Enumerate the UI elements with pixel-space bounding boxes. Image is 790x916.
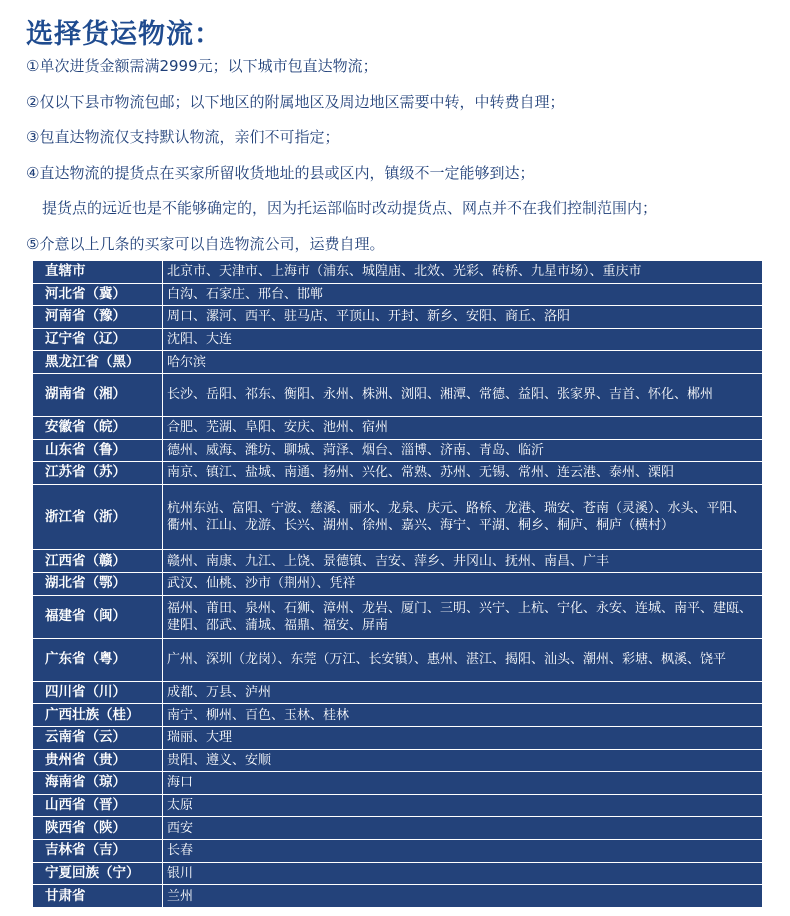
province-cell: 福建省（闽） bbox=[33, 595, 163, 638]
cities-cell: 沈阳、大连 bbox=[163, 328, 763, 351]
table-row bbox=[33, 862, 763, 885]
cities-cell: 南京、镇江、盐城、南通、扬州、兴化、常熟、苏州、无锡、常州、连云港、泰州、溧阳 bbox=[163, 462, 763, 485]
cities-cell: 广州、深圳（龙岗）、东莞（万江、长安镇）、惠州、湛江、揭阳、汕头、潮州、彩塘、枫溪、饶平 bbox=[163, 638, 763, 681]
table-row bbox=[33, 704, 763, 727]
cities-cell: 福州、莆田、泉州、石狮、漳州、龙岩、厦门、三明、兴宁、上杭、宁化、永安、连城、南平、建瓯、建阳、邵武、蒲城、福鼎、福安、屏南 bbox=[163, 595, 763, 638]
province-cell: 贵州省（贵） bbox=[33, 749, 163, 772]
province-cell: 河南省（豫） bbox=[33, 306, 163, 329]
table-row bbox=[33, 283, 763, 306]
cities-cell: 兰州 bbox=[163, 885, 763, 908]
cities-cell: 贵阳、遵义、安顺 bbox=[163, 749, 763, 772]
province-cell: 云南省（云） bbox=[33, 727, 163, 750]
table-row bbox=[33, 373, 763, 416]
cities-cell: 成都、万县、泸州 bbox=[163, 681, 763, 704]
table-row bbox=[33, 885, 763, 908]
cities-cell: 长沙、岳阳、祁东、衡阳、永州、株洲、浏阳、湘潭、常德、益阳、张家界、吉首、怀化、郴州 bbox=[163, 373, 763, 416]
rule-4-continued: 提货点的远近也是不能够确定的，因为托运部临时改动提货点、网点并不在我们控制范围内； bbox=[42, 199, 658, 217]
province-cell: 山东省（鲁） bbox=[33, 439, 163, 462]
province-cell: 广东省（粤） bbox=[33, 638, 163, 681]
table-row bbox=[33, 306, 763, 329]
province-cell: 海南省（琼） bbox=[33, 772, 163, 795]
cities-cell: 长春 bbox=[163, 839, 763, 862]
province-cell: 江苏省（苏） bbox=[33, 462, 163, 485]
province-cell: 河北省（冀） bbox=[33, 283, 163, 306]
province-cell: 湖南省（湘） bbox=[33, 373, 163, 416]
table-row bbox=[33, 638, 763, 681]
table-row bbox=[33, 439, 763, 462]
table-row bbox=[33, 794, 763, 817]
province-cell: 甘肃省 bbox=[33, 885, 163, 908]
table-row bbox=[33, 727, 763, 750]
rule-3: ③包直达物流仅支持默认物流，亲们不可指定； bbox=[26, 128, 340, 146]
province-cell: 浙江省（浙） bbox=[33, 484, 163, 550]
rule-4: ④直达物流的提货点在买家所留收货地址的县或区内，镇级不一定能够到达； bbox=[26, 164, 535, 182]
table-row bbox=[33, 749, 763, 772]
province-cell: 辽宁省（辽） bbox=[33, 328, 163, 351]
table-row bbox=[33, 573, 763, 596]
province-cell: 山西省（晋） bbox=[33, 794, 163, 817]
province-cell: 广西壮族（桂） bbox=[33, 704, 163, 727]
province-cell: 安徽省（皖） bbox=[33, 417, 163, 440]
cities-cell: 白沟、石家庄、邢台、邯郸 bbox=[163, 283, 763, 306]
province-cell: 吉林省（吉） bbox=[33, 839, 163, 862]
table-row bbox=[33, 681, 763, 704]
cities-cell: 哈尔滨 bbox=[163, 351, 763, 374]
cities-cell: 太原 bbox=[163, 794, 763, 817]
cities-cell: 赣州、南康、九江、上饶、景德镇、吉安、萍乡、井冈山、抚州、南昌、广丰 bbox=[163, 550, 763, 573]
cities-cell: 北京市、天津市、上海市（浦东、城隍庙、北效、光彩、砖桥、九星市场）、重庆市 bbox=[163, 261, 763, 284]
rule-2: ②仅以下县市物流包邮；以下地区的附属地区及周边地区需要中转，中转费自理； bbox=[26, 93, 565, 111]
table-row bbox=[33, 261, 763, 284]
table-row bbox=[33, 595, 763, 638]
table-row bbox=[33, 417, 763, 440]
table-row bbox=[33, 772, 763, 795]
cities-cell: 周口、漯河、西平、驻马店、平顶山、开封、新乡、安阳、商丘、洛阳 bbox=[163, 306, 763, 329]
cities-cell: 银川 bbox=[163, 862, 763, 885]
cities-cell: 德州、威海、潍坊、聊城、菏泽、烟台、淄博、济南、青岛、临沂 bbox=[163, 439, 763, 462]
province-cell: 宁夏回族（宁） bbox=[33, 862, 163, 885]
province-cell: 陕西省（陕） bbox=[33, 817, 163, 840]
province-cell: 黑龙江省（黑） bbox=[33, 351, 163, 374]
table-row bbox=[33, 462, 763, 485]
table-row bbox=[33, 328, 763, 351]
province-cell: 直辖市 bbox=[33, 261, 163, 284]
logistics-table bbox=[32, 260, 763, 908]
table-row bbox=[33, 839, 763, 862]
cities-cell: 海口 bbox=[163, 772, 763, 795]
cities-cell: 南宁、柳州、百色、玉林、桂林 bbox=[163, 704, 763, 727]
province-cell: 四川省（川） bbox=[33, 681, 163, 704]
cities-cell: 瑞丽、大理 bbox=[163, 727, 763, 750]
province-cell: 江西省（赣） bbox=[33, 550, 163, 573]
table-row bbox=[33, 550, 763, 573]
table-row bbox=[33, 351, 763, 374]
table-row bbox=[33, 817, 763, 840]
page-title: 选择货运物流： bbox=[26, 19, 222, 50]
cities-cell: 合肥、芜湖、阜阳、安庆、池州、宿州 bbox=[163, 417, 763, 440]
rule-5: ⑤介意以上几条的买家可以自选物流公司，运费自理。 bbox=[26, 235, 385, 253]
cities-cell: 西安 bbox=[163, 817, 763, 840]
table-row bbox=[33, 484, 763, 550]
rule-1: ①单次进货金额需满2999元；以下城市包直达物流； bbox=[26, 57, 378, 75]
cities-cell: 杭州东站、富阳、宁波、慈溪、丽水、龙泉、庆元、路桥、龙港、瑞安、苍南（灵溪）、水头、平阳、衢州、江山、龙游、长兴、湖州、徐州、嘉兴、海宁、平湖、桐乡、桐庐、桐庐（横村） bbox=[163, 484, 763, 550]
cities-cell: 武汉、仙桃、沙市（荆州）、凭祥 bbox=[163, 573, 763, 596]
province-cell: 湖北省（鄂） bbox=[33, 573, 163, 596]
